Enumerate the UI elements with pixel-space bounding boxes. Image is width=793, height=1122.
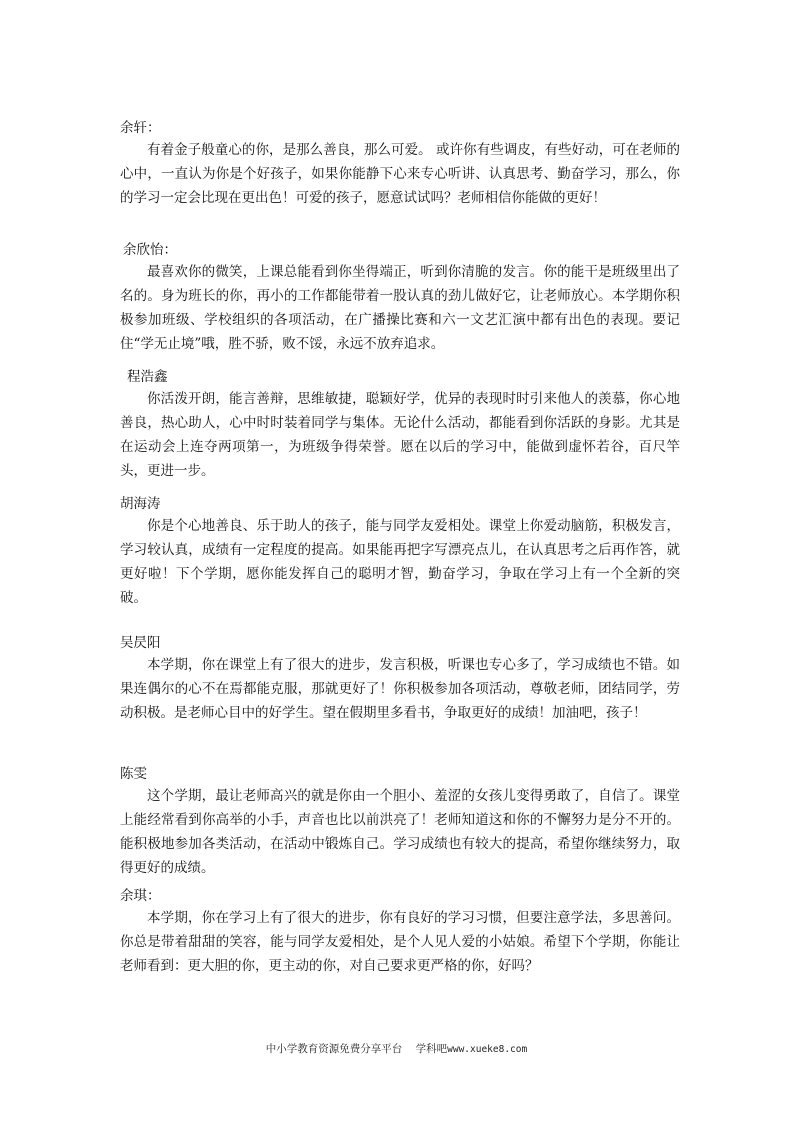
comment-text: 这个学期，最让老师高兴的就是你由一个胆小、羞涩的女孩儿变得勇敢了，自信了。课堂上能经常看到你高举的小手，声音也比以前洪亮了！老师知道这和你的不懈努力是分不开的。能积极地参加各类活动，在活动中锻炼自己。学习成绩也有较大的提高，希望你继续努力，取得更好的成绩。 (120, 788, 680, 876)
footer-site-name: 学科吧 (415, 1043, 448, 1055)
comment-text: 你是个心地善良、乐于助人的孩子，能与同学友爱相处。课堂上你爱动脑筋，积极发言，学习较认真，成绩有一定程度的提高。如果能再把字写漂亮点儿，在认真思考之后再作答，就更好啦！下个学期，愿你能发挥自己的聪明才智，勤奋学习，争取在学习上有一个全新的突破。 (120, 518, 680, 606)
student-name: 吴昃阳 (120, 635, 161, 651)
footer-url[interactable]: www.xueke8.com (447, 1044, 528, 1055)
page-footer (0, 1042, 793, 1057)
comment-entry-1 (120, 118, 680, 210)
comment-entry-2 (120, 240, 680, 356)
comment-entry-6 (120, 764, 680, 880)
comment-entry-3 (120, 367, 680, 483)
comment-text: 本学期，你在学习上有了很大的进步，你有良好的学习习惯，但要注意学法，多思善问。你总是带着甜甜的笑容，能与同学友爱相处，是个人见人爱的小姑娘。希望下个学期，你能让老师看到：更大胆的你，更主动的你，对自己要求更严格的你，好吗？ (120, 910, 680, 974)
student-name: 陈雯 (120, 766, 147, 782)
comment-entry-4 (120, 494, 680, 610)
comment-entry-7 (120, 886, 680, 978)
comment-text: 最喜欢你的微笑，上课总能看到你坐得端正，听到你清脆的发言。你的能干是班级里出了名的。身为班长的你，再小的工作都能带着一股认真的劲儿做好它，让老师放心。本学期你积极参加班级、学校组织的各项活动，在广播操比赛和六一文艺汇演中都有出色的表现。要记住“学无止境”哦，胜不骄，败不馁，永远不放弃追求。 (120, 264, 680, 352)
comment-entry-5 (120, 633, 680, 725)
student-name: 余欣怡： (123, 242, 177, 258)
student-name: 程浩鑫 (127, 369, 168, 385)
student-name: 胡海涛 (120, 496, 161, 512)
student-name: 余琪： (120, 888, 161, 904)
comment-text: 本学期，你在课堂上有了很大的进步，发言积极，听课也专心多了，学习成绩也不错。如果连偶尔的心不在焉都能克服，那就更好了！你积极参加各项活动，尊敬老师，团结同学，劳动积极。是老师心目中的好学生。望在假期里多看书，争取更好的成绩！加油吧，孩子！ (120, 657, 680, 721)
comment-text: 有着金子般童心的你，是那么善良，那么可爱。 或许你有些调皮，有些好动，可在老师的心中，一直认为你是个好孩子，如果你能静下心来专心听讲、认真思考、勤奋学习，那么，你的学习一定会比现在更出色！可爱的孩子，愿意试试吗？老师相信你能做的更好！ (120, 142, 680, 206)
comment-text: 你活泼开朗，能言善辩，思维敏捷，聪颖好学，优异的表现时时引来他人的羡慕，你心地善良，热心助人，心中时时装着同学与集体。无论什么活动，都能看到你活跃的身影。尤其是在运动会上连夺两项第一，为班级争得荣誉。愿在以后的学习中，能做到虚怀若谷，百尺竿头，更进一步。 (120, 391, 680, 479)
student-name: 余轩： (120, 120, 161, 136)
footer-platform: 中小学教育资源免费分享平台 (265, 1043, 403, 1055)
